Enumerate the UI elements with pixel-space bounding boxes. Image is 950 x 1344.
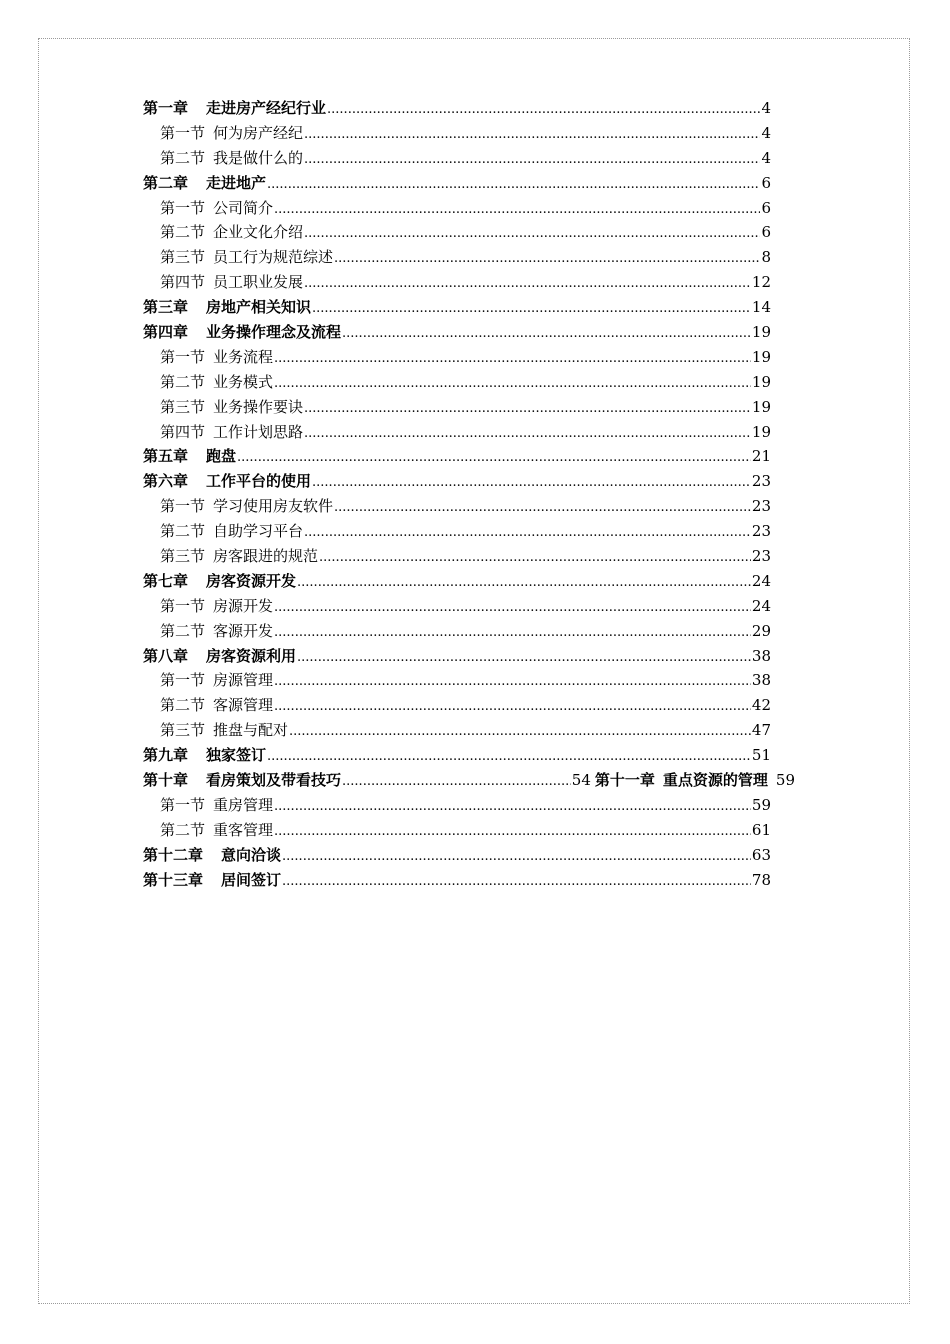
toc-entry-text: 意向洽谈 xyxy=(221,845,282,864)
toc-entry-title xyxy=(143,569,296,594)
toc-entry-title xyxy=(143,171,266,196)
toc-entry-title xyxy=(143,444,236,469)
toc-entry-text: 重点资源的管理 xyxy=(662,771,768,790)
toc-entry-text: 重客管理 xyxy=(213,820,274,839)
dot-leader xyxy=(304,519,751,546)
dot-leader xyxy=(327,96,760,123)
toc-entry-text: 业务操作要诀 xyxy=(213,397,304,416)
toc-section-entry[interactable] xyxy=(143,818,771,843)
toc-page-number: 19 xyxy=(751,372,771,391)
toc-page-number: 63 xyxy=(751,845,771,864)
toc-entry-title xyxy=(143,743,266,768)
toc-chapter-entry[interactable] xyxy=(143,171,771,196)
toc-entry-title xyxy=(160,668,273,693)
toc-page-number: 78 xyxy=(751,870,771,889)
toc-section-entry[interactable] xyxy=(143,270,771,295)
toc-entry-label: 第三章 xyxy=(143,298,189,317)
toc-entry-title xyxy=(160,245,333,270)
toc-entry-label: 第十章 xyxy=(143,771,189,790)
dot-leader xyxy=(289,718,751,745)
dot-leader xyxy=(274,619,751,646)
toc-entry-label: 第三节 xyxy=(160,397,206,416)
toc-entry-text: 客源管理 xyxy=(213,696,274,715)
toc-entry-text: 员工职业发展 xyxy=(213,273,304,292)
toc-entry-label: 第二节 xyxy=(160,372,206,391)
toc-entry-title xyxy=(143,644,296,669)
toc-entry-label: 第九章 xyxy=(143,746,189,765)
toc-entry-title xyxy=(160,718,288,743)
toc-page-number: 38 xyxy=(751,646,771,665)
toc-entry-title xyxy=(160,146,303,171)
toc-entry-text: 房源开发 xyxy=(213,596,274,615)
toc-entry-label: 第一章 xyxy=(143,99,189,117)
toc-entry-text: 我是做什么的 xyxy=(213,148,304,167)
toc-entry-title xyxy=(160,818,273,843)
toc-entry-label: 第二节 xyxy=(160,621,206,640)
toc-entry-label: 第六章 xyxy=(143,472,189,491)
toc-section-entry[interactable] xyxy=(143,494,771,519)
toc-entry-label: 第五章 xyxy=(143,447,189,466)
dot-leader xyxy=(274,818,751,845)
toc-page-number: 23 xyxy=(751,547,771,566)
toc-section-entry[interactable] xyxy=(143,146,771,171)
toc-chapter-entry[interactable] xyxy=(143,644,771,669)
toc-chapter-entry[interactable] xyxy=(143,295,771,320)
toc-entry-title xyxy=(160,345,273,370)
dot-leader xyxy=(334,494,751,521)
toc-entry-text: 房客跟进的规范 xyxy=(213,547,319,566)
toc-entry-label: 第三节 xyxy=(160,248,206,267)
dot-leader xyxy=(304,395,751,422)
toc-entry-title xyxy=(160,693,273,718)
dot-leader xyxy=(274,370,751,397)
toc-entry-label: 第一节 xyxy=(160,347,206,366)
toc-entry-label: 第二节 xyxy=(160,696,206,715)
dot-leader xyxy=(334,245,760,272)
toc-section-entry[interactable] xyxy=(143,345,771,370)
toc-page-number: 47 xyxy=(751,721,771,740)
toc-entry-title xyxy=(160,594,273,619)
toc-entry-title xyxy=(143,469,311,494)
toc-entry-text: 房源管理 xyxy=(213,671,274,690)
toc-entry-title xyxy=(143,96,326,121)
dot-leader xyxy=(267,171,760,198)
toc-chapter-entry[interactable] xyxy=(143,569,771,594)
toc-page-number: 23 xyxy=(751,472,771,491)
toc-entry-text: 房客资源开发 xyxy=(206,571,297,590)
toc-entry-text: 自助学习平台 xyxy=(213,522,304,541)
toc-page-number: 59 xyxy=(751,795,771,814)
dot-leader xyxy=(312,469,751,496)
toc-entry-title xyxy=(160,395,303,420)
toc-page-number: 19 xyxy=(751,323,771,342)
toc-entry-label: 第二节 xyxy=(160,522,206,541)
toc-entry-label: 第一节 xyxy=(160,123,206,142)
toc-entry-text: 公司简介 xyxy=(213,198,274,217)
toc-entry-text: 走进房产经纪行业 xyxy=(206,99,327,117)
toc-entry-label: 第一节 xyxy=(160,795,206,814)
toc-page-number: 4 xyxy=(761,123,771,142)
toc-page-number: 6 xyxy=(761,173,771,192)
toc-entry-text: 业务模式 xyxy=(213,372,274,391)
toc-section-entry[interactable] xyxy=(143,668,771,693)
toc-entry-title xyxy=(160,619,273,644)
toc-entry-label: 第一节 xyxy=(160,198,206,217)
dot-leader xyxy=(274,594,751,621)
dot-leader xyxy=(274,693,751,720)
dot-leader xyxy=(342,320,751,347)
toc-page-number: 6 xyxy=(761,223,771,242)
dot-leader xyxy=(274,793,751,820)
dot-leader xyxy=(267,743,751,770)
toc-page-number: 51 xyxy=(751,746,771,765)
dot-leader xyxy=(304,121,760,148)
toc-entry-title xyxy=(143,843,281,868)
toc-chapter-entry[interactable] xyxy=(143,868,771,893)
toc-entry-title xyxy=(160,220,303,245)
toc-page-number: 6 xyxy=(761,198,771,217)
toc-page-number: 4 xyxy=(761,148,771,167)
toc-entry-label: 第十一章 xyxy=(594,771,655,790)
toc-trailing-chapter-entry[interactable] xyxy=(595,768,795,793)
toc-entry-title xyxy=(160,420,303,445)
toc-entry-title xyxy=(160,370,273,395)
toc-entry-text: 房地产相关知识 xyxy=(206,298,312,317)
toc-section-entry[interactable] xyxy=(143,718,771,743)
toc-section-entry[interactable] xyxy=(143,370,771,395)
toc-entry-text: 走进地产 xyxy=(206,173,267,192)
toc-entry-label: 第七章 xyxy=(143,571,189,590)
toc-entry-label: 第三节 xyxy=(160,547,206,566)
toc-entry-text: 推盘与配对 xyxy=(213,721,289,740)
toc-page-number: 19 xyxy=(751,422,771,441)
toc-entry-text: 看房策划及带看技巧 xyxy=(206,771,342,790)
toc-page-number: 24 xyxy=(751,571,771,590)
toc-entry-title xyxy=(160,519,303,544)
dot-leader xyxy=(282,843,751,870)
toc-page-number: 38 xyxy=(751,671,771,690)
toc-section-entry[interactable] xyxy=(143,121,771,146)
toc-section-entry[interactable] xyxy=(143,793,771,818)
toc-entry-text: 独家签订 xyxy=(206,746,267,765)
toc-entry-title xyxy=(143,768,341,793)
toc-entry-text: 工作计划思路 xyxy=(213,422,304,441)
dot-leader xyxy=(304,420,751,447)
dot-leader xyxy=(274,196,760,223)
toc-page-number: 19 xyxy=(751,347,771,366)
toc-entry-label: 第二节 xyxy=(160,148,206,167)
dot-leader xyxy=(297,644,751,671)
toc-entry-title xyxy=(160,196,273,221)
toc-entry-title xyxy=(143,295,311,320)
toc-entry-label: 第二节 xyxy=(160,820,206,839)
toc-entry-title xyxy=(160,793,273,818)
dot-leader xyxy=(342,768,571,795)
toc-page-number: 14 xyxy=(751,298,771,317)
toc-section-entry[interactable] xyxy=(143,519,771,544)
toc-page-number: 24 xyxy=(751,596,771,615)
toc-chapter-entry[interactable] xyxy=(143,444,771,469)
toc-entry-label: 第十三章 xyxy=(143,870,204,889)
dot-leader xyxy=(237,444,751,471)
toc-section-entry[interactable] xyxy=(143,693,771,718)
toc-page-number: 21 xyxy=(751,447,771,466)
toc-entry-text: 重房管理 xyxy=(213,795,274,814)
toc-entry-text: 业务操作理念及流程 xyxy=(206,323,342,342)
toc-entry-text: 跑盘 xyxy=(206,447,237,466)
toc-entry-text: 业务流程 xyxy=(213,347,274,366)
toc-entry-label: 第二章 xyxy=(143,173,189,192)
toc-section-entry[interactable] xyxy=(143,544,771,569)
toc-entry-text: 居间签订 xyxy=(221,870,282,889)
dot-leader xyxy=(304,270,751,297)
toc-entry-title xyxy=(160,121,303,146)
toc-entry-title xyxy=(143,868,281,893)
toc-entry-label: 第四节 xyxy=(160,273,206,292)
toc-entry-label: 第八章 xyxy=(143,646,189,665)
toc-section-entry[interactable] xyxy=(143,619,771,644)
toc-entry-text: 学习使用房友软件 xyxy=(213,497,334,516)
toc-entry-label: 第三节 xyxy=(160,721,206,740)
dot-leader xyxy=(282,868,751,895)
dot-leader xyxy=(274,345,751,372)
toc-page-number: 4 xyxy=(761,99,771,117)
toc-page-number: 29 xyxy=(751,621,771,640)
toc-entry-title xyxy=(160,494,333,519)
toc-page-number: 8 xyxy=(761,248,771,267)
toc-chapter-entry[interactable] xyxy=(143,768,795,793)
toc-entry-label: 第一节 xyxy=(160,497,206,516)
toc-section-entry[interactable] xyxy=(143,395,771,420)
dot-leader xyxy=(304,146,760,173)
toc-page-number: 54 xyxy=(571,771,591,790)
toc-page-number: 23 xyxy=(751,497,771,516)
dot-leader xyxy=(304,220,760,247)
toc-page-number: 19 xyxy=(751,397,771,416)
toc-entry-text: 员工行为规范综述 xyxy=(213,248,334,267)
toc-section-entry[interactable] xyxy=(143,245,771,270)
toc-chapter-entry[interactable] xyxy=(143,96,771,121)
toc-entry-text: 工作平台的使用 xyxy=(206,472,312,491)
toc-page-number: 12 xyxy=(751,273,771,292)
toc-chapter-entry[interactable] xyxy=(143,843,771,868)
toc-page-number: 61 xyxy=(751,820,771,839)
table-of-contents xyxy=(143,96,795,893)
toc-chapter-entry[interactable] xyxy=(143,743,771,768)
toc-page-number: 59 xyxy=(775,771,795,790)
toc-entry-label: 第十二章 xyxy=(143,845,204,864)
toc-page-number: 42 xyxy=(751,696,771,715)
toc-entry-label: 第一节 xyxy=(160,671,206,690)
dot-leader xyxy=(312,295,751,322)
toc-entry-title xyxy=(143,320,341,345)
toc-entry-text: 何为房产经纪 xyxy=(213,123,304,142)
dot-leader xyxy=(319,544,751,571)
toc-entry-label: 第二节 xyxy=(160,223,206,242)
toc-section-entry[interactable] xyxy=(143,196,771,221)
toc-chapter-entry[interactable] xyxy=(143,469,771,494)
toc-entry-label: 第四节 xyxy=(160,422,206,441)
toc-entry-text: 客源开发 xyxy=(213,621,274,640)
dot-leader xyxy=(274,668,751,695)
dot-leader xyxy=(297,569,751,596)
toc-entry-text: 房客资源利用 xyxy=(206,646,297,665)
toc-section-entry[interactable] xyxy=(143,594,771,619)
toc-chapter-entry[interactable] xyxy=(143,320,771,345)
toc-entry-text: 企业文化介绍 xyxy=(213,223,304,242)
toc-section-entry[interactable] xyxy=(143,420,771,445)
toc-entry-label: 第一节 xyxy=(160,596,206,615)
toc-section-entry[interactable] xyxy=(143,220,771,245)
toc-entry-title xyxy=(160,270,303,295)
toc-entry-title xyxy=(160,544,318,569)
toc-page-number: 23 xyxy=(751,522,771,541)
toc-entry-label: 第四章 xyxy=(143,323,189,342)
